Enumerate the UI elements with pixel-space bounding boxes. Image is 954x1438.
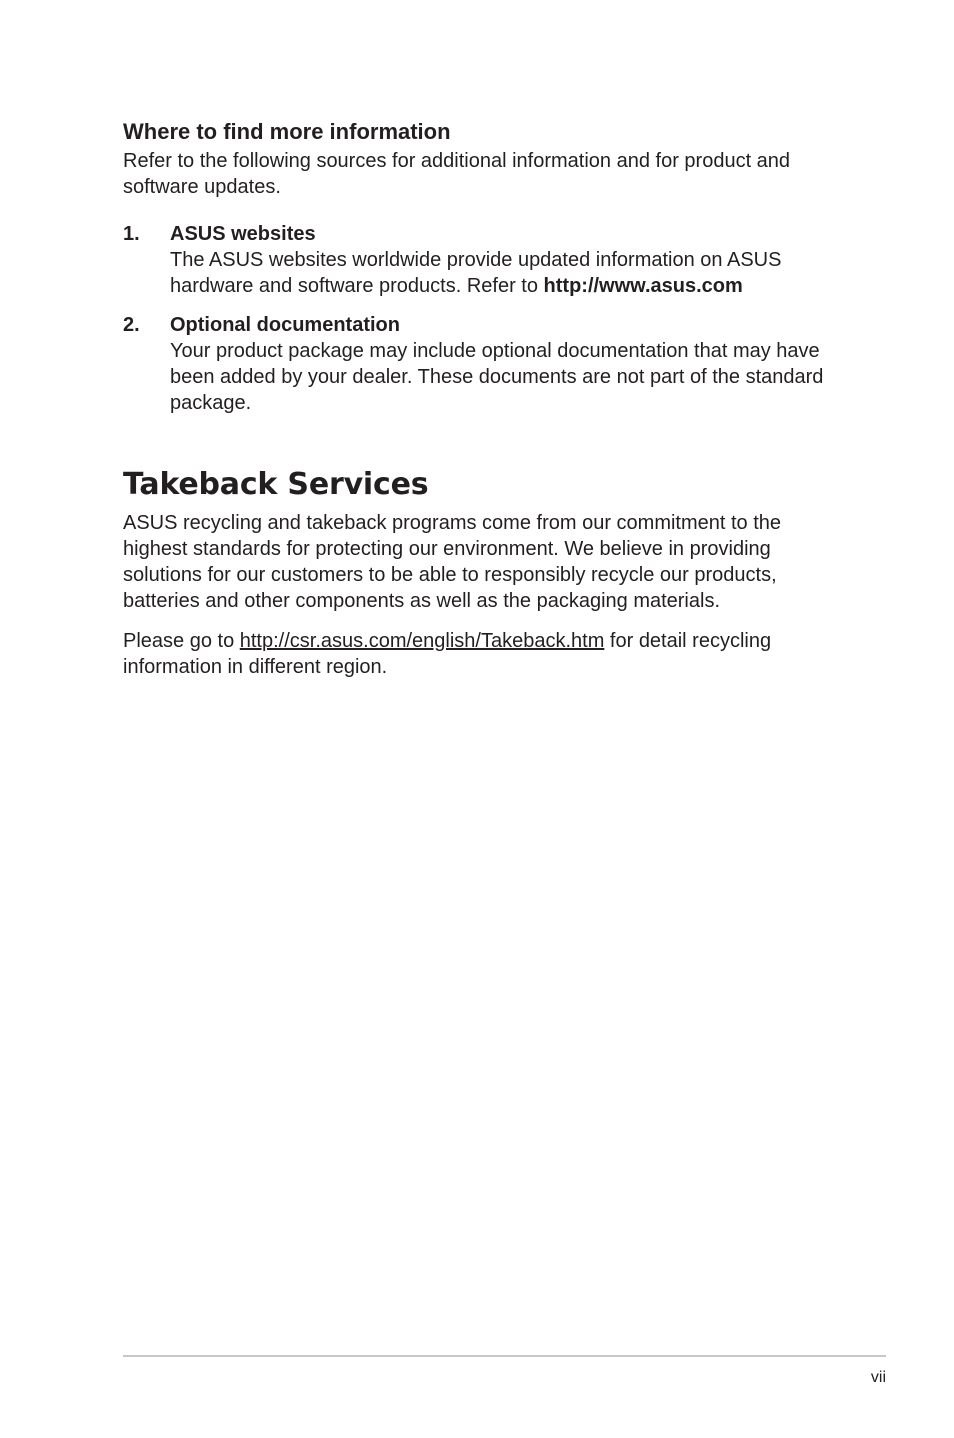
takeback-paragraph: ASUS recycling and takeback programs come from our commitment to the highest standards for protecting our environment. We believe in providing solutions for our customers to be able to responsibly recycle our products, batteries and other components as well as the packaging materials. [123, 512, 782, 612]
list-item-title: ASUS websites [170, 223, 316, 245]
footer-divider [123, 1355, 886, 1357]
more-info-intro: Refer to the following sources for additional information and for product and software updates. [123, 150, 791, 198]
takeback-prefix: Please go to [123, 630, 240, 652]
more-info-heading: Where to find more information [123, 119, 451, 144]
list-item [123, 221, 848, 299]
takeback-title: Takeback Services [123, 467, 429, 502]
page-number: vii [870, 1369, 886, 1386]
takeback-instructions [123, 628, 848, 680]
list-item-number: 1. [123, 223, 140, 245]
takeback-url-link[interactable]: http://csr.asus.com/english/Takeback.htm [239, 630, 605, 652]
takeback-suffix: for detail recycling information in different region. [123, 630, 772, 678]
asus-website-link[interactable]: http://www.asus.com [543, 275, 743, 297]
list-item-text: The ASUS websites worldwide provide updated information on ASUS hardware and software products. Refer to [170, 249, 782, 297]
list-item-text: Your product package may include optional documentation that may have been added by your dealer. These documents are not part of the standard package. [170, 340, 824, 414]
sources-list [123, 221, 848, 416]
list-item [123, 312, 848, 416]
page-content [123, 117, 848, 680]
list-item-number: 2. [123, 314, 140, 336]
list-item-title: Optional documentation [170, 314, 400, 336]
